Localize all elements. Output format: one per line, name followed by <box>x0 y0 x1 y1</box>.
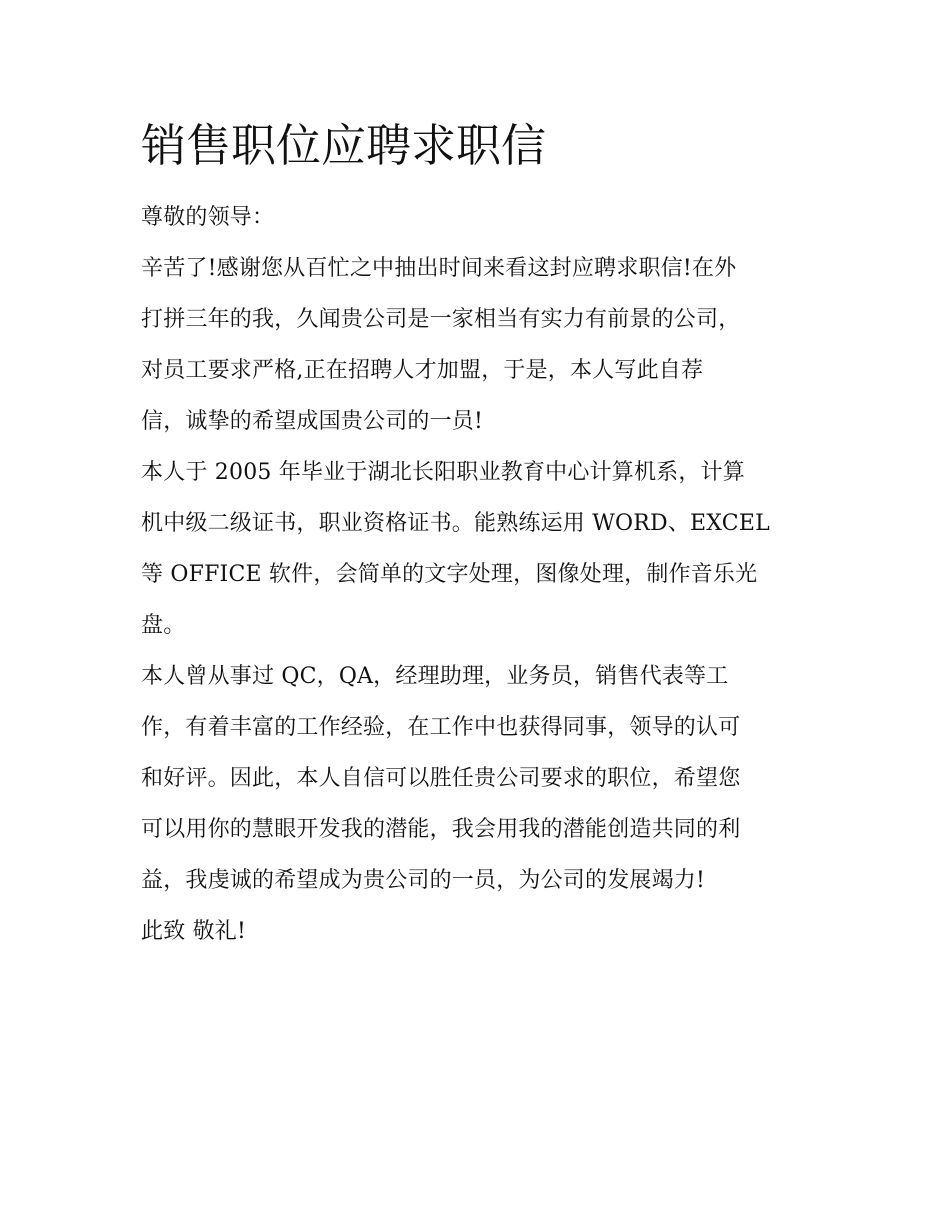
text-line: 打拼三年的我，久闻贵公司是一家相当有实力有前景的公司， <box>141 307 741 332</box>
text-line: 本人于 2005 年毕业于湖北长阳职业教育中心计算机系，计算 <box>141 460 745 485</box>
text-line: 辛苦了!感谢您从百忙之中抽出时间来看这封应聘求职信!在外 <box>141 256 737 281</box>
text-line: 益，我虔诚的希望成为贵公司的一员，为公司的发展竭力! <box>141 868 706 893</box>
letter-body <box>141 112 813 957</box>
closing: 此致 敬礼! <box>141 919 247 944</box>
text-line: 可以用你的慧眼开发我的潜能，我会用我的潜能创造共同的利 <box>141 817 741 842</box>
text-line: 机中级二级证书，职业资格证书。能熟练运用 WORD、EXCEL <box>141 511 770 536</box>
page-title: 销售职位应聘求职信 <box>141 119 547 172</box>
text-line: 信，诚挚的希望成国贵公司的一员! <box>141 409 484 434</box>
text-line: 作，有着丰富的工作经验，在工作中也获得同事，领导的认可 <box>141 715 741 740</box>
text-line: 对员工要求严格,正在招聘人才加盟，于是，本人写此自荐 <box>141 358 704 383</box>
paragraph-experience <box>141 651 813 906</box>
salutation: 尊敬的领导： <box>141 205 275 230</box>
text-line: 盘。 <box>141 613 186 638</box>
text-line: 本人曾从事过 QC，QA，经理助理，业务员，销售代表等工 <box>141 664 729 689</box>
text-line: 和好评。因此，本人自信可以胜任贵公司要求的职位，希望您 <box>141 766 741 791</box>
paragraph-intro <box>141 243 813 447</box>
paragraph-education <box>141 447 813 651</box>
text-line: 等 OFFICE 软件，会简单的文字处理，图像处理，制作音乐光 <box>141 562 758 587</box>
